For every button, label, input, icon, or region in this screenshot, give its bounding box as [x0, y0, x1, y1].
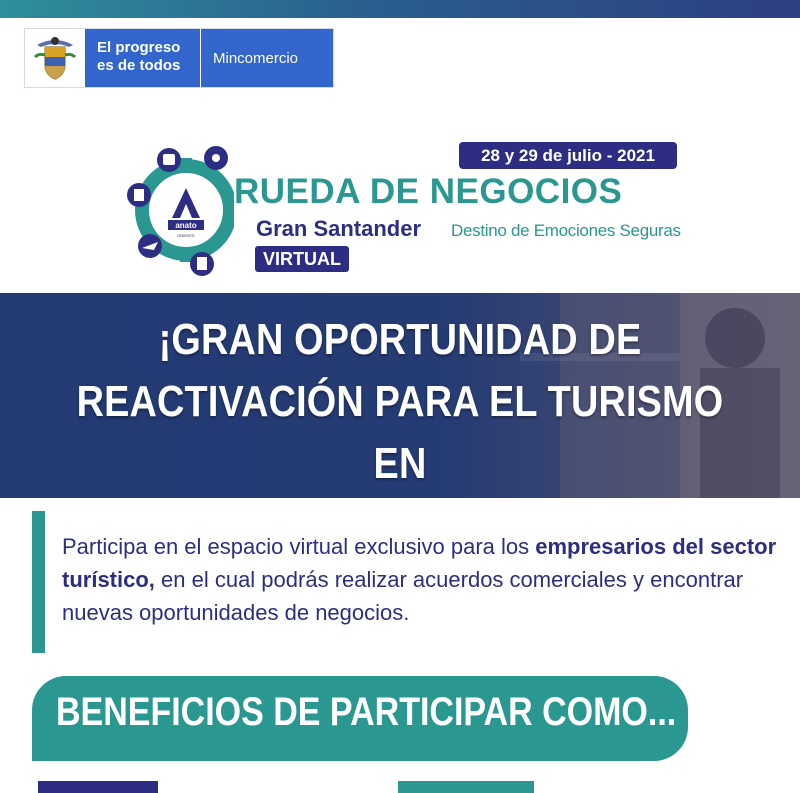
headline-line-1: ¡GRAN OPORTUNIDAD DE [158, 315, 642, 364]
event-logo [124, 140, 684, 280]
event-title: RUEDA DE NEGOCIOS [234, 172, 623, 211]
hotel-icon [190, 252, 214, 276]
plane-icon [138, 234, 162, 258]
intro-highlight: empresarios del sector turístico, [62, 534, 777, 592]
slogan-line-1: El progreso [97, 39, 181, 56]
intro-accent-bar [32, 511, 45, 653]
benefit-card-header-2 [398, 781, 534, 793]
anato-logo-subtext: ORIENTE [177, 233, 195, 238]
anato-logo-text: anato [175, 221, 197, 230]
event-tagline: Destino de Emociones Seguras [451, 221, 681, 240]
benefits-title: BENEFICIOS DE PARTICIPAR COMO... [56, 690, 677, 734]
headline-line-2: REACTIVACIÓN PARA EL TURISMO EN [76, 377, 724, 488]
event-date: 28 y 29 de julio - 2021 [459, 142, 677, 169]
gear-icon [124, 140, 234, 280]
coat-of-arms-icon [25, 29, 85, 87]
top-gradient-bar [0, 0, 800, 18]
government-logo [24, 28, 334, 88]
benefit-card-header-1 [38, 781, 158, 793]
logo-divider [200, 29, 201, 87]
sun-icon [204, 146, 228, 170]
headline-text [56, 309, 744, 498]
headline-banner [0, 293, 800, 498]
bus-icon [157, 148, 181, 172]
government-slogan [85, 29, 200, 87]
virtual-badge: VIRTUAL [255, 246, 349, 272]
event-region: Gran Santander [256, 216, 422, 241]
intro-text-part-2: en el cual podrás realizar acuerdos comerciales y encontrar nuevas oportunidades de negocios. [62, 567, 744, 625]
intro-text-part-1: Participa en el espacio virtual exclusivo para los [62, 534, 536, 559]
slogan-line-2: es de todos [97, 57, 181, 74]
building-icon [127, 183, 151, 207]
intro-paragraph [62, 530, 792, 629]
headline-line-3 [56, 495, 744, 498]
ministry-name: Mincomercio [201, 29, 333, 87]
